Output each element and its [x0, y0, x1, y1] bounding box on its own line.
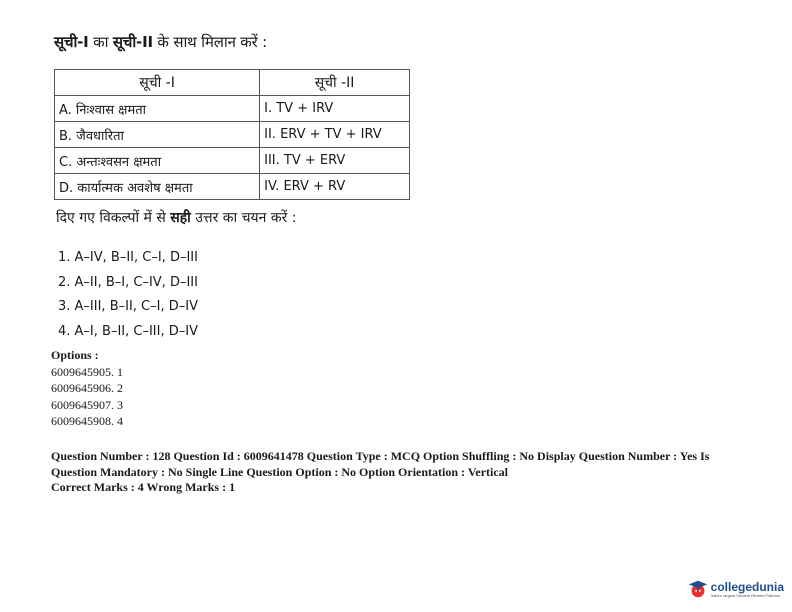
- answer-choice: 1. A–IV, B–II, C–I, D–III: [58, 250, 198, 265]
- logo-name: collegedunia: [710, 579, 784, 594]
- options-title: Options :: [51, 348, 99, 362]
- table-cell-list1: B. जैवधारिता: [55, 122, 260, 148]
- options-block: [51, 347, 123, 430]
- table-row: [55, 174, 410, 200]
- table-header-list1: सूची -I: [55, 70, 260, 96]
- table-row: [55, 96, 410, 122]
- collegedunia-logo: [687, 578, 784, 600]
- table-cell-list1: A. निःश्वास क्षमता: [55, 96, 260, 122]
- table-cell-list2: II. ERV + TV + IRV: [260, 122, 410, 148]
- table-row: [55, 122, 410, 148]
- question-heading: [54, 32, 267, 52]
- answer-choices: [58, 246, 198, 344]
- instruction-suffix: उत्तर का चयन करें :: [190, 210, 297, 226]
- heading-list2: सूची-II: [112, 33, 153, 51]
- table-cell-list2: I. TV + IRV: [260, 96, 410, 122]
- marks-line: Correct Marks : 4 Wrong Marks : 1: [51, 480, 236, 494]
- option-item: 6009645908. 4: [51, 414, 123, 428]
- table-row: [55, 148, 410, 174]
- instruction-emphasis: सही: [170, 210, 191, 226]
- heading-suffix: के साथ मिलान करें :: [152, 33, 267, 51]
- table-header-list2: सूची -II: [260, 70, 410, 96]
- logo-tagline: India's largest Student Review Platform: [710, 592, 781, 598]
- instruction-prefix: दिए गए विकल्पों में से: [56, 210, 171, 226]
- option-item: 6009645905. 1: [51, 364, 123, 379]
- answer-choice: 3. A–III, B–II, C–I, D–IV: [58, 299, 198, 314]
- answer-choice: 2. A–II, B–I, C–IV, D–III: [58, 274, 198, 290]
- option-item: 6009645907. 3: [51, 397, 123, 412]
- graduate-cap-icon: [687, 578, 709, 600]
- table-cell-list2: III. TV + ERV: [260, 148, 410, 174]
- match-table: [54, 69, 410, 200]
- question-instruction: [56, 208, 296, 227]
- option-item: 6009645906. 2: [51, 381, 123, 395]
- table-cell-list2: IV. ERV + RV: [260, 174, 410, 200]
- answer-choice: 4. A–I, B–II, C–III, D–IV: [58, 323, 198, 339]
- table-cell-list1: C. अन्तःश्वसन क्षमता: [55, 148, 260, 174]
- table-cell-list1: D. कार्यात्मक अवशेष क्षमता: [55, 174, 260, 200]
- table-header-row: [55, 70, 410, 96]
- metadata-line: Question Number : 128 Question Id : 6009641478 Question Type : MCQ Option Shuffling : No Display Question Number : Yes Is Question Mandatory : No Single Line Question Option : No Option Orientation : Vertical: [51, 449, 710, 479]
- heading-connector: का: [88, 33, 113, 51]
- question-metadata: [51, 449, 741, 496]
- heading-list1: सूची-I: [54, 33, 89, 51]
